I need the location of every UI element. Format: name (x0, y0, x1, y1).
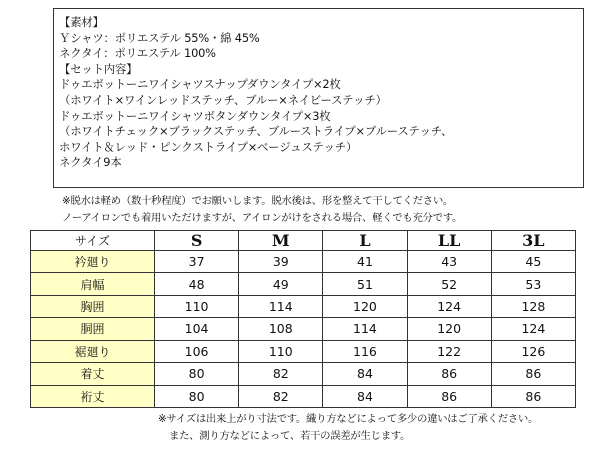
table-row (31, 273, 576, 295)
table-cell: 41 (323, 251, 407, 273)
table-cell: 120 (323, 295, 407, 317)
table-cell: 39 (239, 251, 323, 273)
table-cell: 43 (407, 251, 491, 273)
table-cell: 124 (407, 295, 491, 317)
table-row (31, 385, 576, 407)
table-cell: 116 (323, 340, 407, 362)
row-label-waist: 胴囲 (31, 318, 155, 340)
table-cell: 110 (239, 340, 323, 362)
table-cell: 86 (407, 363, 491, 385)
table-cell: 124 (491, 318, 575, 340)
size-corner-label: サイズ (31, 231, 155, 251)
table-cell: 122 (407, 340, 491, 362)
table-row (31, 251, 576, 273)
info-snapdown-shirts: ドゥエボットーニワイシャツスナップダウンタイプ×2枚 (59, 77, 341, 92)
table-cell: 48 (155, 273, 239, 295)
table-cell: 52 (407, 273, 491, 295)
table-cell: 86 (491, 385, 575, 407)
info-heading-set-contents: 【セット内容】 (59, 61, 138, 76)
care-note-iron: ノーアイロンでも着用いただけますが、アイロンがけをされる場合、軽くでも充分です。 (62, 212, 463, 224)
table-cell: 80 (155, 363, 239, 385)
table-cell: 114 (323, 318, 407, 340)
table-cell: 84 (323, 363, 407, 385)
table-cell: 126 (491, 340, 575, 362)
size-col-m: M (239, 231, 323, 251)
table-cell: 106 (155, 340, 239, 362)
size-col-l: L (323, 231, 407, 251)
info-snapdown-colors: （ホワイト×ワインレッドステッチ、ブルー×ネイビーステッチ） (59, 92, 387, 107)
row-label-length: 着丈 (31, 363, 155, 385)
table-cell: 84 (323, 385, 407, 407)
table-cell: 82 (239, 385, 323, 407)
table-row (31, 318, 576, 340)
size-note-error: また、測り方などによって、若干の誤差が生じます。 (169, 430, 411, 442)
table-cell: 110 (155, 295, 239, 317)
row-label-sleeve: 裄丈 (31, 385, 155, 407)
table-cell: 82 (239, 363, 323, 385)
table-row (31, 363, 576, 385)
size-col-s: S (155, 231, 239, 251)
size-table-header-row (31, 231, 576, 251)
info-buttondown-colors-1: （ホワイトチェック×ブラックステッチ、ブルーストライプ×ブルーステッチ、 (59, 124, 453, 139)
table-cell: 114 (239, 295, 323, 317)
size-table (30, 230, 576, 408)
row-label-neck: 衿廻り (31, 251, 155, 273)
info-buttondown-shirts: ドゥエボットーニワイシャツボタンダウンタイプ×3枚 (59, 108, 331, 123)
size-note-finished: ※サイズは出来上がり寸法です。織り方などによって多少の違いはご了承ください。 (158, 413, 539, 425)
info-heading-material: 【素材】 (59, 15, 104, 29)
size-col-3l: 3L (491, 231, 575, 251)
info-shirt-material: Ｙシャツ：ポリエステル 55%・綿 45% (59, 30, 260, 45)
table-cell: 108 (239, 318, 323, 340)
row-label-chest: 胸囲 (31, 295, 155, 317)
table-cell: 128 (491, 295, 575, 317)
row-label-hem: 裾廻り (31, 340, 155, 362)
table-cell: 37 (155, 251, 239, 273)
info-tie-material: ネクタイ：ポリエステル 100% (59, 46, 216, 61)
table-cell: 104 (155, 318, 239, 340)
table-cell: 51 (323, 273, 407, 295)
table-cell: 45 (491, 251, 575, 273)
table-row (31, 340, 576, 362)
table-cell: 53 (491, 273, 575, 295)
size-notes (158, 411, 538, 445)
table-cell: 86 (407, 385, 491, 407)
care-note-dehydrate: ※脱水は軽め（数十秒程度）でお願いします。脱水後は、形を整えて干してください。 (62, 195, 454, 207)
table-row (31, 295, 576, 317)
table-cell: 120 (407, 318, 491, 340)
table-cell: 86 (491, 363, 575, 385)
size-col-ll: LL (407, 231, 491, 251)
care-notes (62, 193, 462, 227)
table-cell: 80 (155, 385, 239, 407)
row-label-shoulder: 肩幅 (31, 273, 155, 295)
info-buttondown-colors-2: ホワイト＆レッド・ピンクストライプ×ベージュステッチ） (59, 139, 358, 154)
info-ties: ネクタイ9本 (59, 155, 122, 170)
table-cell: 49 (239, 273, 323, 295)
material-info-box (53, 8, 584, 188)
